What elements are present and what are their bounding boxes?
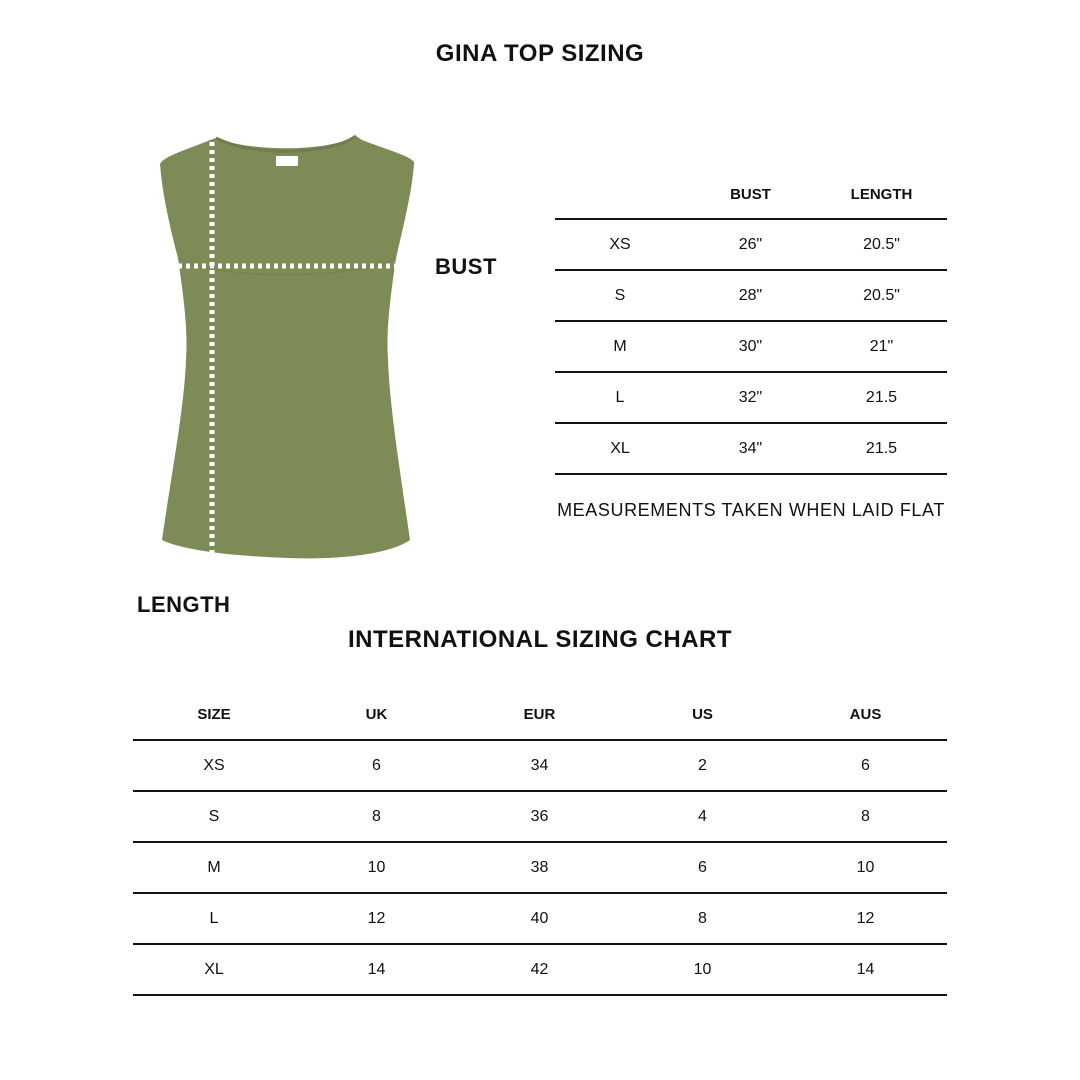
table-row (555, 220, 947, 271)
us-cell: 10 (693, 960, 712, 978)
eur-cell: 40 (530, 909, 549, 927)
table-row (555, 424, 947, 475)
measurement-note: MEASUREMENTS TAKEN WHEN LAID FLAT (557, 500, 945, 520)
size-cell: L (209, 909, 219, 927)
brand-tag (276, 156, 298, 166)
page-title: GINA TOP SIZING (435, 40, 645, 67)
table-row (133, 741, 947, 792)
bust-cell: 28" (738, 286, 763, 304)
header-cell: EUR (523, 706, 556, 723)
table-row (133, 945, 947, 996)
measurements-header-row (555, 170, 947, 220)
uk-cell: 14 (367, 960, 386, 978)
header-cell: UK (365, 706, 388, 723)
eur-cell: 38 (530, 858, 549, 876)
uk-cell: 12 (367, 909, 386, 927)
table-row (555, 271, 947, 322)
eur-cell: 36 (530, 807, 549, 825)
international-sizing-table (133, 690, 947, 996)
tank-top-illustration (150, 130, 425, 570)
header-cell: SIZE (197, 706, 231, 723)
bust-cell: 26" (738, 235, 763, 253)
size-cell: XL (610, 439, 630, 457)
header-cell: BUST (730, 185, 771, 203)
uk-cell: 10 (367, 858, 386, 876)
international-chart-title: INTERNATIONAL SIZING CHART (347, 626, 733, 653)
length-cell: 21.5 (865, 439, 898, 457)
bust-cell: 32" (738, 388, 763, 406)
international-header-row (133, 690, 947, 741)
size-cell: M (613, 337, 627, 355)
size-cell: M (207, 858, 221, 876)
aus-cell: 8 (861, 807, 870, 825)
us-cell: 4 (698, 807, 707, 825)
size-cell: XS (203, 756, 225, 774)
length-cell: 20.5" (863, 235, 900, 253)
aus-cell: 14 (856, 960, 875, 978)
header-cell: AUS (849, 706, 882, 723)
tank-top-body (160, 136, 414, 558)
uk-cell: 6 (372, 756, 381, 774)
eur-cell: 34 (530, 756, 549, 774)
table-row (555, 322, 947, 373)
table-row (133, 843, 947, 894)
length-cell: 21" (869, 337, 894, 355)
length-label: LENGTH (137, 592, 231, 617)
eur-cell: 42 (530, 960, 549, 978)
us-cell: 6 (698, 858, 707, 876)
table-row (133, 894, 947, 945)
aus-cell: 10 (856, 858, 875, 876)
length-cell: 21.5 (865, 388, 898, 406)
bust-label: BUST (435, 254, 497, 279)
bust-cell: 30" (738, 337, 763, 355)
header-cell: LENGTH (850, 185, 913, 203)
size-cell: L (615, 388, 625, 406)
size-cell: S (614, 286, 626, 304)
size-cell: XL (204, 960, 224, 978)
aus-cell: 6 (861, 756, 870, 774)
us-cell: 2 (698, 756, 707, 774)
bust-cell: 34" (738, 439, 763, 457)
header-cell: US (692, 706, 713, 723)
aus-cell: 12 (856, 909, 875, 927)
size-cell: XS (609, 235, 631, 253)
us-cell: 8 (698, 909, 707, 927)
length-cell: 20.5" (863, 286, 900, 304)
table-row (133, 792, 947, 843)
table-row (555, 373, 947, 424)
measurements-table (555, 170, 947, 475)
size-cell: S (208, 807, 220, 825)
uk-cell: 8 (372, 807, 381, 825)
